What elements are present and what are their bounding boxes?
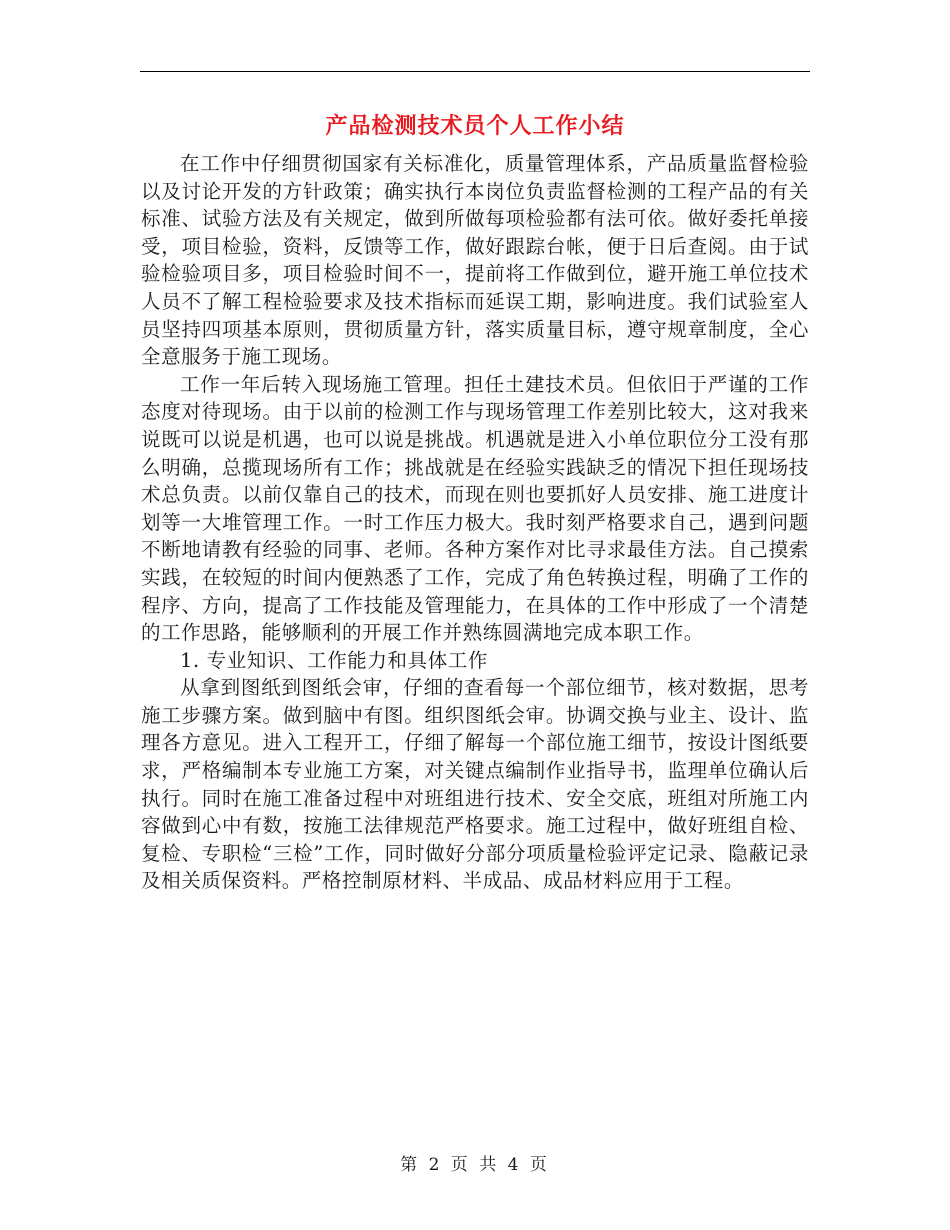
document-body: [141, 150, 809, 895]
document-title: 产品检测技术员个人工作小结: [325, 113, 625, 139]
paragraph: 工作一年后转入现场施工管理。担任土建技术员。但依旧于严谨的工作态度对待现场。由于以前的检测工作与现场管理工作差别比较大，这对我来说既可以说是机遇，也可以说是挑战。机遇就是进入小单位职位分工没有那么明确，总揽现场所有工作；挑战就是在经验实践缺乏的情况下担任现场技术总负责。以前仅靠自己的技术，而现在则也要抓好人员安排、施工进度计划等一大堆管理工作。一时工作压力极大。我时刻严格要求自己，遇到问题不断地请教有经验的同事、老师。各种方案作对比寻求最佳方法。自己摸索实践，在较短的时间内便熟悉了工作，完成了角色转换过程，明确了工作的程序、方向，提高了工作技能及管理能力，在具体的工作中形成了一个清楚的工作思路，能够顺利的开展工作并熟练圆满地完成本职工作。: [141, 372, 809, 645]
paragraph: 在工作中仔细贯彻国家有关标准化，质量管理体系，产品质量监督检验以及讨论开发的方针政策；确实执行本岗位负责监督检测的工程产品的有关标准、试验方法及有关规定，做到所做每项检验都有法可依。做好委托单接受，项目检验，资料，反馈等工作，做好跟踪台帐，便于日后查阅。由于试验检验项目多，项目检验时间不一，提前将工作做到位，避开施工单位技术人员不了解工程检验要求及技术指标而延误工期，影响进度。我们试验室人员坚持四项基本原则，贯彻质量方针，落实质量目标，遵守规章制度，全心全意服务于施工现场。: [141, 152, 809, 369]
section-heading: 1. 专业知识、工作能力和具体工作: [180, 648, 489, 672]
page-number: 第 2 页 共 4 页: [400, 1155, 550, 1175]
paragraph: 从拿到图纸到图纸会审，仔细的查看每一个部位细节，核对数据，思考施工步骤方案。做到脑中有图。组织图纸会审。协调交换与业主、设计、监理各方意见。进入工程开工，仔细了解每一个部位施工细节，按设计图纸要求，严格编制本专业施工方案，对关键点编制作业指导书，监理单位确认后执行。同时在施工准备过程中对班组进行技术、安全交底，班组对所施工内容做到心中有数，按施工法律规范严格要求。施工过程中，做好班组自检、复检、专职检“三检”工作，同时做好分部分项质量检验评定记录、隐蔽记录及相关质保资料。严格控制原材料、半成品、成品材料应用于工程。: [141, 676, 809, 893]
header-rule: [140, 71, 810, 72]
